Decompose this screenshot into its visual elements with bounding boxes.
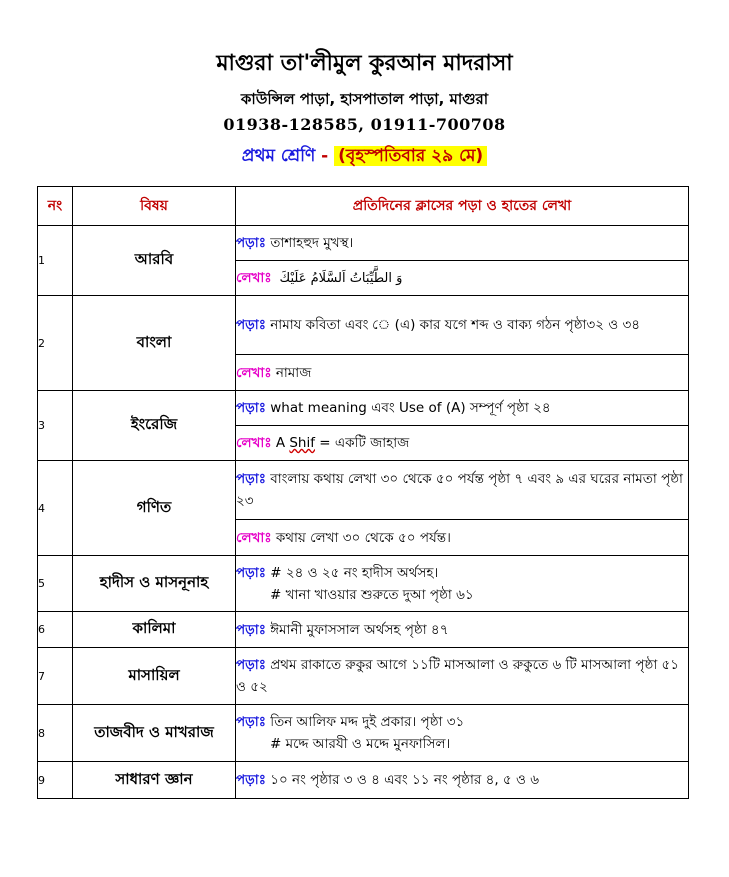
table-row	[38, 648, 689, 705]
row-number: 4	[38, 461, 73, 556]
read-label: পড়াঃ	[236, 235, 266, 251]
table-row	[38, 391, 689, 426]
row-number: 6	[38, 612, 73, 648]
write-text: নামাজ	[275, 364, 312, 381]
read-label: পড়াঃ	[236, 471, 266, 487]
row-subject: বাংলা	[73, 296, 236, 391]
read-label: পড়াঃ	[236, 317, 266, 333]
row-number: 9	[38, 762, 73, 799]
table-row	[38, 612, 689, 648]
row-subject: তাজবীদ ও মাখরাজ	[73, 705, 236, 762]
write-text-b: Shif	[289, 435, 315, 451]
write-text: কথায় লেখা ৩০ থেকে ৫০ পর্যন্ত।	[275, 529, 451, 546]
table-row	[38, 762, 689, 799]
row-read	[236, 762, 689, 799]
row-number: 1	[38, 226, 73, 296]
header-subject: বিষয়	[73, 187, 236, 226]
read-text: ১০ নং পৃষ্ঠার ৩ ও ৪ এবং ১১ নং পৃষ্ঠার ৪, ৫ ও ৬	[270, 772, 539, 788]
table-header-row	[38, 187, 689, 226]
row-write	[236, 355, 689, 391]
read-label: পড়াঃ	[236, 621, 266, 638]
row-write	[236, 426, 689, 461]
row-subject: কালিমা	[73, 612, 236, 648]
write-text-a: A	[275, 435, 286, 451]
address: কাউন্সিল পাড়া, হাসপাতাল পাড়া, মাগুরা	[240, 90, 489, 108]
routine-table	[37, 186, 689, 799]
write-text: وَ الطَّيِّبَاتُ اَلسَّلَامُ عَلَيْكَ	[279, 270, 403, 286]
row-read	[236, 296, 689, 355]
row-write	[236, 261, 689, 296]
read-text-2: # খানা খাওয়ার শুরুতে দুআ পৃষ্ঠা ৬১	[270, 586, 474, 603]
row-number: 7	[38, 648, 73, 705]
table-row	[38, 226, 689, 261]
row-read	[236, 556, 689, 612]
read-text: তাশাহহুদ মুখস্থ।	[270, 235, 354, 251]
row-subject: ইংরেজি	[73, 391, 236, 461]
row-read	[236, 391, 689, 426]
table-row	[38, 705, 689, 762]
row-number: 2	[38, 296, 73, 391]
table-row	[38, 296, 689, 355]
row-subject: সাধারণ জ্ঞান	[73, 762, 236, 799]
row-read	[236, 648, 689, 705]
table-row	[38, 556, 689, 612]
row-number: 5	[38, 556, 73, 612]
read-label: পড়াঃ	[236, 400, 266, 416]
row-subject: আরবি	[73, 226, 236, 296]
madrasa-title: মাগুরা তা'লীমুল কুরআন মাদরাসা	[216, 51, 513, 76]
read-text: ঈমানী মুফাসসাল অর্থসহ পৃষ্ঠা ৪৭	[270, 621, 449, 638]
row-read	[236, 226, 689, 261]
read-label: পড়াঃ	[236, 714, 266, 730]
row-write	[236, 520, 689, 556]
class-heading	[0, 143, 729, 171]
write-text-c: = একটি জাহাজ	[319, 435, 410, 451]
read-text: বাংলায় কথায় লেখা ৩০ থেকে ৫০ পর্যন্ত পৃষ্ঠা ৭ এবং ৯ এর ঘরের নামতা পৃষ্ঠা ২৩	[236, 471, 683, 509]
row-number: 3	[38, 391, 73, 461]
read-label: পড়াঃ	[236, 772, 266, 788]
read-text: প্রথম রাকাতে রুকুর আগে ১১টি মাসআলা ও রুকুতে ৬ টি মাসআলা পৃষ্ঠা ৫১ ও ৫২	[236, 657, 680, 695]
header-task: প্রতিদিনের ক্লাসের পড়া ও হাতের লেখা	[236, 187, 689, 226]
phone-numbers: 01938-128585, 01911-700708	[223, 115, 506, 134]
row-number: 8	[38, 705, 73, 762]
write-label: লেখাঃ	[236, 269, 272, 286]
read-text: # ২৪ ও ২৫ নং হাদীস অর্থসহ।	[270, 564, 439, 581]
row-read	[236, 705, 689, 762]
class-date: (বৃহস্পতিবার ২৯ মে)	[334, 146, 487, 166]
read-text: নামায কবিতা এবং ে (এ) কার যগে শব্দ ও বাক্য গঠন পৃষ্ঠা৩২ ও ৩৪	[270, 317, 641, 333]
read-label: পড়াঃ	[236, 657, 266, 673]
read-text: what meaning এবং Use of (A) সম্পূর্ণ পৃষ্ঠা ২৪	[270, 400, 551, 416]
class-dash: -	[315, 146, 335, 166]
row-subject: হাদীস ও মাসনূনাহ	[73, 556, 236, 612]
write-label: লেখাঃ	[236, 435, 272, 451]
write-label: লেখাঃ	[236, 529, 272, 546]
row-subject: গণিত	[73, 461, 236, 556]
row-read	[236, 612, 689, 648]
read-text-2: # মদ্দে আরযী ও মদ্দে মুনফাসিল।	[270, 736, 451, 752]
write-label: লেখাঃ	[236, 364, 272, 381]
row-subject: মাসায়িল	[73, 648, 236, 705]
row-read	[236, 461, 689, 520]
read-text: তিন আলিফ মদ্দ দুই প্রকার। পৃষ্ঠা ৩১	[270, 714, 465, 730]
table-row	[38, 461, 689, 520]
header-no: নং	[38, 187, 73, 226]
read-label: পড়াঃ	[236, 564, 266, 581]
class-name: প্রথম শ্রেণি	[241, 146, 316, 166]
